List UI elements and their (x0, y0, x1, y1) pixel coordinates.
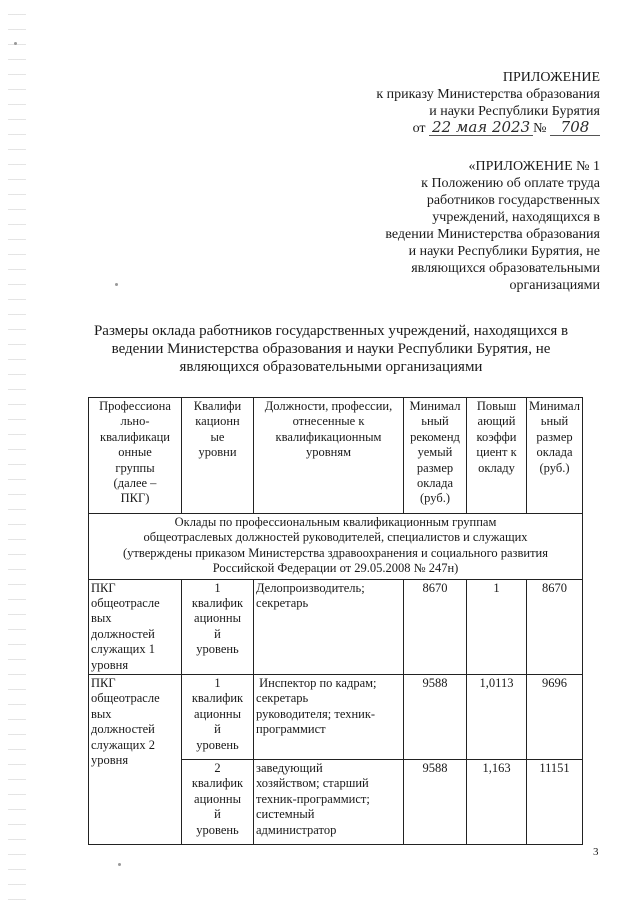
header-text: ПКГ) (120, 491, 150, 506)
heading-line: Размеры оклада работников государственных учреждений, находящихся в (93, 323, 569, 339)
cell-text: 1 (214, 580, 221, 595)
cell-min-recommended: 9588 (404, 760, 467, 845)
approval-line: и науки Республики Бурятия (429, 104, 600, 119)
section-line: (утверждены приказом Министерства здравоохранения и социального развития (122, 545, 548, 560)
cell-text: служащих 2 (91, 737, 155, 752)
cell-text: секретарь (256, 596, 309, 611)
handwritten-number: 708 (550, 120, 600, 136)
header-text: квалификационным (275, 429, 382, 444)
appendix-line: работников государственных (426, 193, 600, 208)
cell-text: уровня (91, 753, 129, 768)
appendix-line: организациями (509, 278, 600, 293)
header-text: оклада (536, 445, 573, 460)
section-title-cell (89, 514, 583, 580)
table-row (89, 675, 583, 760)
header-text: окладу (478, 460, 515, 475)
handwritten-date: 22 мая 2023 (429, 120, 533, 136)
cell-text: квалифик (191, 691, 244, 706)
header-professional-group (89, 398, 182, 514)
table-section-row (89, 514, 583, 580)
appendix-line: являющихся образовательными (411, 261, 600, 276)
section-line: Оклады по профессиональным квалификационным группам (174, 515, 497, 529)
cell-text: администратор (256, 822, 337, 837)
header-min-recommended-salary (404, 398, 467, 514)
header-text: (далее – (113, 476, 157, 491)
header-text: Профессиона (99, 399, 171, 413)
cell-text: общеотрасле (91, 596, 160, 611)
cell-text: квалифик (191, 776, 244, 791)
header-text: ьный (540, 414, 569, 429)
header-text: квалификаци (100, 429, 170, 444)
cell-group (89, 675, 182, 845)
cell-text: секретарь (256, 691, 309, 706)
appendix-block (385, 158, 600, 294)
heading-line: ведении Министерства образования и науки Республики Бурятия, не (111, 341, 551, 357)
cell-text: общеотрасле (91, 691, 160, 706)
header-text: Минимал (529, 399, 580, 413)
appendix-line: и науки Республики Бурятия, не (408, 244, 600, 259)
cell-min-recommended: 8670 (404, 579, 467, 674)
cell-text: уровень (196, 642, 239, 657)
cell-positions (254, 760, 404, 845)
header-text: Минимал (409, 399, 461, 413)
cell-text: программист (256, 722, 326, 737)
cell-text: й (214, 807, 221, 822)
cell-positions (254, 675, 404, 760)
header-text: отнесенные к (292, 414, 365, 429)
heading-line: являющихся образовательными организациями (179, 359, 483, 375)
cell-text: хозяйством; старший (256, 776, 369, 791)
cell-level (182, 760, 254, 845)
header-text: (руб.) (539, 460, 570, 475)
cell-min-salary: 8670 (527, 579, 583, 674)
cell-text: уровень (196, 822, 239, 837)
cell-text: ационны (194, 791, 241, 806)
cell-coefficient: 1,0113 (467, 675, 527, 760)
document-heading (88, 322, 574, 376)
cell-text: ационны (194, 706, 241, 721)
cell-min-salary: 9696 (527, 675, 583, 760)
cell-text: руководителя; техник- (256, 706, 376, 721)
table-row (89, 579, 583, 674)
date-prefix: от (412, 121, 426, 136)
appendix-line: «ПРИЛОЖЕНИЕ № 1 (468, 159, 600, 174)
cell-text: вых (91, 611, 112, 626)
appendix-line: к Положению об оплате труда (421, 176, 600, 191)
scan-edge-shadow (8, 0, 26, 906)
header-qualification-level (182, 398, 254, 514)
header-text: Повыш (476, 399, 517, 413)
cell-text: вых (91, 706, 112, 721)
approval-block (376, 69, 600, 137)
section-line: Российской Федерации от 29.05.2008 № 247н) (212, 561, 459, 576)
scan-speck (118, 863, 121, 866)
header-positions (254, 398, 404, 514)
cell-min-recommended: 9588 (404, 675, 467, 760)
approval-line: ПРИЛОЖЕНИЕ (502, 70, 600, 85)
header-text: рекоменд (410, 429, 460, 444)
header-text: Квалифи (193, 399, 242, 413)
header-text: Должности, профессии, (264, 399, 393, 413)
header-text: ьный (421, 414, 449, 429)
cell-text: 1 (214, 676, 221, 691)
header-text: ающий (477, 414, 516, 429)
salary-table (88, 397, 583, 845)
cell-text: Делопроизводитель; (256, 580, 365, 595)
cell-text: й (214, 626, 221, 641)
cell-text: ПКГ (91, 676, 116, 691)
appendix-line: ведении Министерства образования (385, 227, 600, 242)
cell-text: й (214, 722, 221, 737)
header-text: ые (210, 429, 225, 444)
cell-group (89, 579, 182, 674)
scan-speck (14, 42, 17, 45)
section-line: общеотраслевых должностей руководителей, специалистов и служащих (143, 530, 528, 545)
header-text: (руб.) (420, 491, 450, 506)
cell-text: системный (256, 807, 315, 822)
cell-text: квалифик (191, 596, 244, 611)
cell-text: Инспектор по кадрам; (256, 676, 377, 691)
header-text: оклада (416, 476, 454, 491)
cell-positions (254, 579, 404, 674)
approval-date-line (376, 120, 600, 137)
cell-text: служащих 1 (91, 642, 155, 657)
cell-text: уровень (196, 737, 239, 752)
cell-text: заведующий (256, 761, 323, 776)
cell-text: 2 (214, 761, 221, 776)
header-min-salary (527, 398, 583, 514)
header-text: группы (115, 460, 155, 475)
cell-text: должностей (91, 722, 155, 737)
cell-text: уровня (91, 657, 129, 672)
header-text: льно- (120, 414, 150, 429)
page-number: 3 (593, 846, 599, 858)
header-text: уровням (305, 445, 351, 460)
header-coefficient (467, 398, 527, 514)
cell-coefficient: 1,163 (467, 760, 527, 845)
cell-level (182, 579, 254, 674)
appendix-line: учреждений, находящихся в (432, 210, 600, 225)
header-text: уемый (417, 445, 453, 460)
cell-text: должностей (91, 626, 155, 641)
cell-text: ПКГ (91, 580, 116, 595)
header-text: размер (416, 460, 454, 475)
header-text: циент к (476, 445, 517, 460)
cell-coefficient: 1 (467, 579, 527, 674)
header-text: онные (118, 445, 152, 460)
table-header-row (89, 398, 583, 514)
cell-text: техник-программист; (256, 791, 370, 806)
cell-text: ационны (194, 611, 241, 626)
header-text: кационн (195, 414, 240, 429)
header-text: размер (536, 429, 573, 444)
header-text: коэффи (476, 429, 517, 444)
approval-line: к приказу Министерства образования (376, 87, 600, 102)
scan-speck (115, 283, 118, 286)
number-sign: № (533, 121, 547, 136)
cell-level (182, 675, 254, 760)
cell-min-salary: 11151 (527, 760, 583, 845)
header-text: уровни (198, 445, 237, 460)
